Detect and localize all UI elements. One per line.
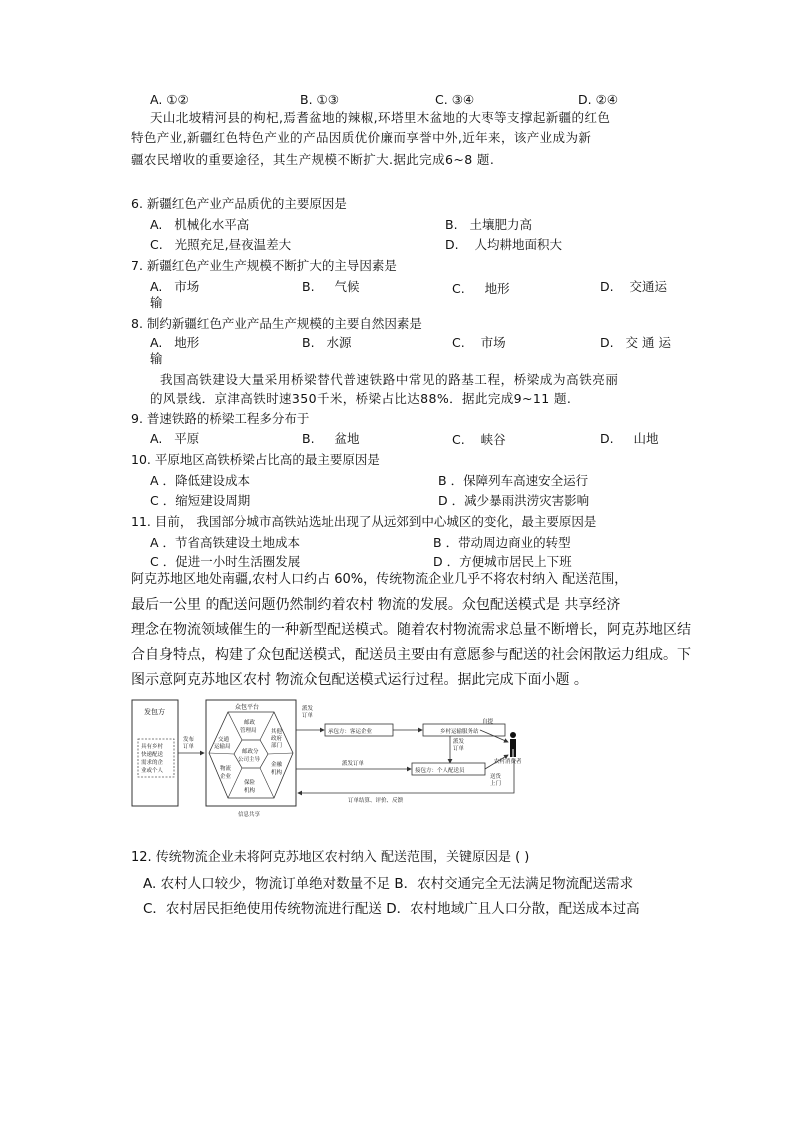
- sender-line-2: 快递配送: [141, 752, 164, 758]
- hex-center-1: 邮政分: [242, 749, 259, 755]
- q8-option-b: B. 水源: [302, 335, 352, 350]
- dispatch-top-1: 派发: [302, 706, 314, 712]
- q5-option-d: D. ②④: [578, 92, 619, 107]
- q10-stem: 10. 平原地区高铁桥梁占比高的最主要原因是: [131, 452, 380, 467]
- hex-ll-2: 企业: [220, 774, 232, 780]
- q9-option-d: D. 山地: [600, 431, 659, 446]
- receiver-label: 接包方：个人配送员: [415, 768, 465, 774]
- q6-stem: 6. 新疆红色产业产品质优的主要原因是: [131, 196, 347, 211]
- q10-option-d: D ．减少暴雨洪涝灾害影响: [438, 493, 590, 508]
- sender-line-3: 需求的企: [141, 760, 164, 766]
- sender-title: 发包方: [144, 708, 165, 716]
- intro3-line-5: 图示意阿克苏地区农村 物流众包配送模式运行过程。据此完成下面小题 。: [131, 672, 588, 688]
- publish-label-1: 发布: [183, 737, 195, 743]
- hex-bottom-1: 保险: [244, 780, 256, 786]
- publish-label-2: 订单: [183, 744, 195, 750]
- intro1-line-1: 天山北坡精河县的枸杞,焉耆盆地的辣椒,环塔里木盆地的大枣等支撑起新疆的红色: [150, 110, 611, 125]
- sender-line-4: 业或个人: [141, 768, 164, 774]
- feedback-label: 订单结算、评价、反馈: [348, 798, 404, 804]
- hex-lr-1: 金融: [271, 762, 283, 768]
- hex-ll-1: 物流: [220, 766, 232, 772]
- q9-stem: 9. 普速铁路的桥梁工程多分布于: [131, 411, 310, 426]
- q9-option-b: B. 盆地: [302, 431, 360, 446]
- q8-option-a: A. 地形: [150, 335, 200, 350]
- q9-option-c: C. 峡谷: [452, 432, 506, 447]
- dispatch-top-2: 订单: [302, 713, 314, 719]
- hex-top-1: 邮政: [244, 720, 256, 726]
- q7-stem: 7. 新疆红色产业生产规模不断扩大的主导因素是: [131, 258, 397, 273]
- q12-line-1: A. 农村人口较少，物流订单绝对数量不足 B．农村交通完全无法满足物流配送需求: [143, 876, 634, 892]
- hex-ur-3: 部门: [271, 743, 283, 749]
- q10-option-c: C ．缩短建设周期: [150, 493, 251, 508]
- q5-option-c: C. ③④: [435, 92, 475, 107]
- intro3-line-3: 理念在物流领域催生的一种新型配送模式。随着农村物流需求总量不断增长，阿克苏地区结: [131, 622, 691, 638]
- intro3-line-4: 合自身特点，构建了众包配送模式，配送员主要由有意愿参与配送的社会闲散运力组成。下: [131, 647, 691, 663]
- contractor-label: 承包方：客运企业: [328, 729, 373, 735]
- q6-option-c: C. 光照充足,昼夜温差大: [150, 237, 292, 252]
- q11-option-d: D ．方便城市居民上下班: [433, 554, 572, 569]
- q8-option-c: C. 市场: [452, 335, 506, 350]
- intro3-line-2: 最后一公里 的配送问题仍然制约着农村 物流的发展。众包配送模式是 共享经济: [131, 597, 621, 613]
- q7-wrap: 输: [150, 295, 163, 310]
- q8-option-d: D. 交通运: [600, 335, 676, 350]
- q10-option-b: B ．保障列车高速安全运行: [438, 473, 589, 488]
- q6-option-d: D. 人均耕地面积大: [445, 237, 563, 252]
- consumer-icon: [510, 732, 516, 738]
- platform-title: 众包平台: [235, 704, 260, 711]
- q7-option-b: B. 气候: [302, 279, 360, 294]
- intro2-line-2: 的风景线．京津高铁时速350千米，桥梁占比达88%．据此完成9~11 题.: [150, 391, 572, 406]
- dispatch-mid-1: 派发: [453, 739, 465, 745]
- hex-center-2: 公司主导: [238, 757, 261, 763]
- q11-option-c: C ．促进一小时生活圈发展: [150, 554, 301, 569]
- q9-option-a: A. 平原: [150, 431, 200, 446]
- info-share-label: 信息共享: [238, 812, 261, 818]
- q6-option-b: B. 土壤肥力高: [445, 217, 532, 232]
- pickup-label: 自提: [482, 719, 494, 725]
- q5-option-b: B. ①③: [300, 92, 339, 107]
- hex-lr-2: 机构: [271, 770, 283, 776]
- dispatch-mid-2: 订单: [453, 746, 465, 752]
- q12-line-2: C．农村居民拒绝使用传统物流进行配送 D．农村地域广且人口分散，配送成本过高: [143, 901, 640, 917]
- crowdsourcing-delivery-diagram: [130, 697, 522, 823]
- hex-bottom-2: 机构: [244, 788, 256, 794]
- station-label: 乡村运输服务站: [440, 729, 479, 735]
- q11-option-b: B ．带动周边商业的转型: [433, 535, 571, 550]
- q10-option-a: A ．降低建设成本: [150, 473, 251, 488]
- dispatch-bottom-label: 派发订单: [342, 761, 365, 767]
- hex-ur-1: 其他: [271, 729, 283, 735]
- hex-ul-1: 交通: [218, 737, 230, 743]
- deliver-1: 送货: [490, 774, 502, 780]
- sender-line-1: 具有乡村: [141, 744, 164, 750]
- hex-top-2: 管理局: [240, 728, 257, 734]
- intro2-line-1: 我国高铁建设大量采用桥梁替代普速铁路中常见的路基工程，桥梁成为高铁亮丽: [160, 372, 619, 387]
- q8-wrap: 输: [150, 351, 163, 366]
- q11-option-a: A ．节省高铁建设土地成本: [150, 535, 301, 550]
- q8-stem: 8. 制约新疆红色产业产品生产规模的主要自然因素是: [131, 316, 422, 331]
- hex-ul-2: 运输局: [214, 744, 231, 750]
- intro1-line-2: 特色产业,新疆红色特色产业的产品因质优价廉而享誉中外,近年来，该产业成为新: [131, 130, 592, 145]
- intro1-line-3: 疆农民增收的重要途径，其生产规模不断扩大.据此完成6~8 题.: [131, 152, 495, 167]
- q5-option-a: A. ①②: [150, 92, 189, 107]
- q7-option-a: A. 市场: [150, 279, 200, 294]
- deliver-2: 上门: [490, 781, 502, 787]
- q7-option-c: C. 地形: [452, 281, 510, 296]
- consumer-label: 农村消费者: [494, 759, 522, 765]
- q6-option-a: A. 机械化水平高: [150, 217, 250, 232]
- q11-stem: 11. 目前， 我国部分城市高铁站选址出现了从远郊到中心城区的变化，最主要原因是: [131, 514, 597, 529]
- q12-stem: 12. 传统物流企业未将阿克苏地区农村纳入 配送范围，关键原因是 ( ): [131, 850, 530, 865]
- hex-ur-2: 政府: [271, 736, 283, 742]
- intro3-line-1: 阿克苏地区地处南疆,农村人口约占 60%，传统物流企业几乎不将农村纳入 配送范围，: [131, 572, 628, 587]
- q7-option-d: D. 交通运: [600, 279, 668, 294]
